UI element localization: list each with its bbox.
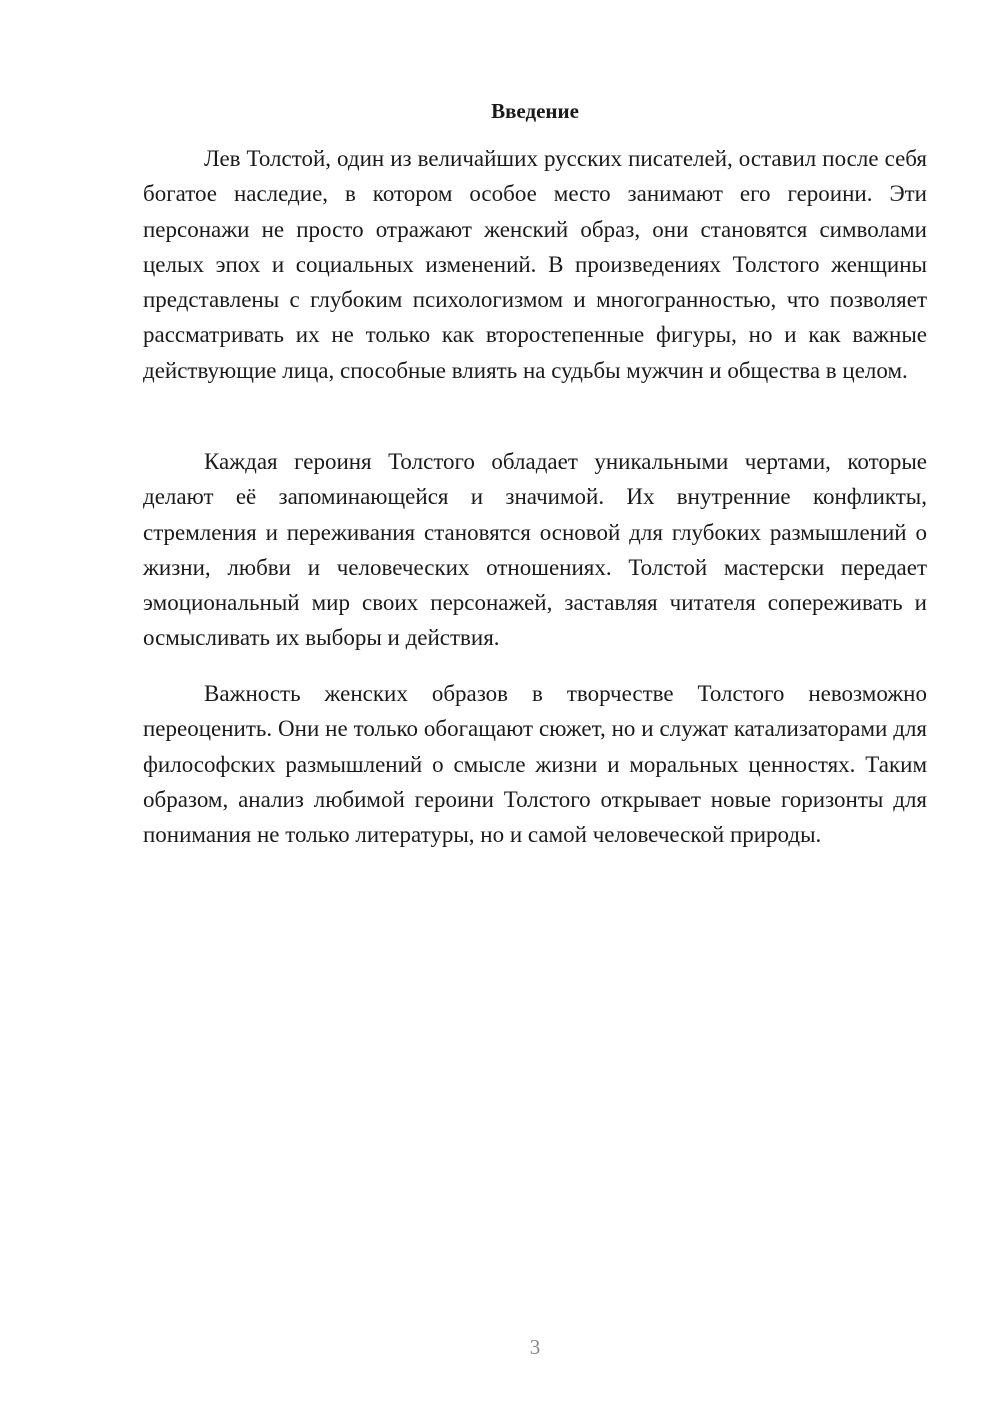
intro-paragraph-3: Важность женских образов в творчестве Толстого невозможно переоценить. Они не только обогащают сюжет, но и служат катализаторами для философских размышлений о смысле жизни и моральных ценностях. Таким образом, анализ любимой героини Толстого открывает новые горизонты для понимания не только литературы, но и самой человеческой природы.	[143, 681, 927, 848]
section-heading: Введение	[491, 99, 579, 123]
page-number: 3	[529, 1335, 541, 1359]
intro-paragraph-1: Лев Толстой, один из величайших русских писателей, оставил после себя богатое наследие, в котором особое место занимают его героини. Эти персонажи не просто отражают женский образ, они становятся символами целых эпох и социальных изменений. В произведениях Толстого женщины представлены с глубоким психологизмом и многогранностью, что позволяет рассматривать их не только как второстепенные фигуры, но и как важные действующие лица, способные влиять на судьбы мужчин и общества в целом.	[143, 146, 927, 383]
intro-paragraph-2: Каждая героиня Толстого обладает уникальными чертами, которые делают её запоминающейся и значимой. Их внутренние конфликты, стремления и переживания становятся основой для глубоких размышлений о жизни, любви и человеческих отношениях. Толстой мастерски передает эмоциональный мир своих персонажей, заставляя читателя сопереживать и осмысливать их выборы и действия.	[143, 449, 927, 651]
